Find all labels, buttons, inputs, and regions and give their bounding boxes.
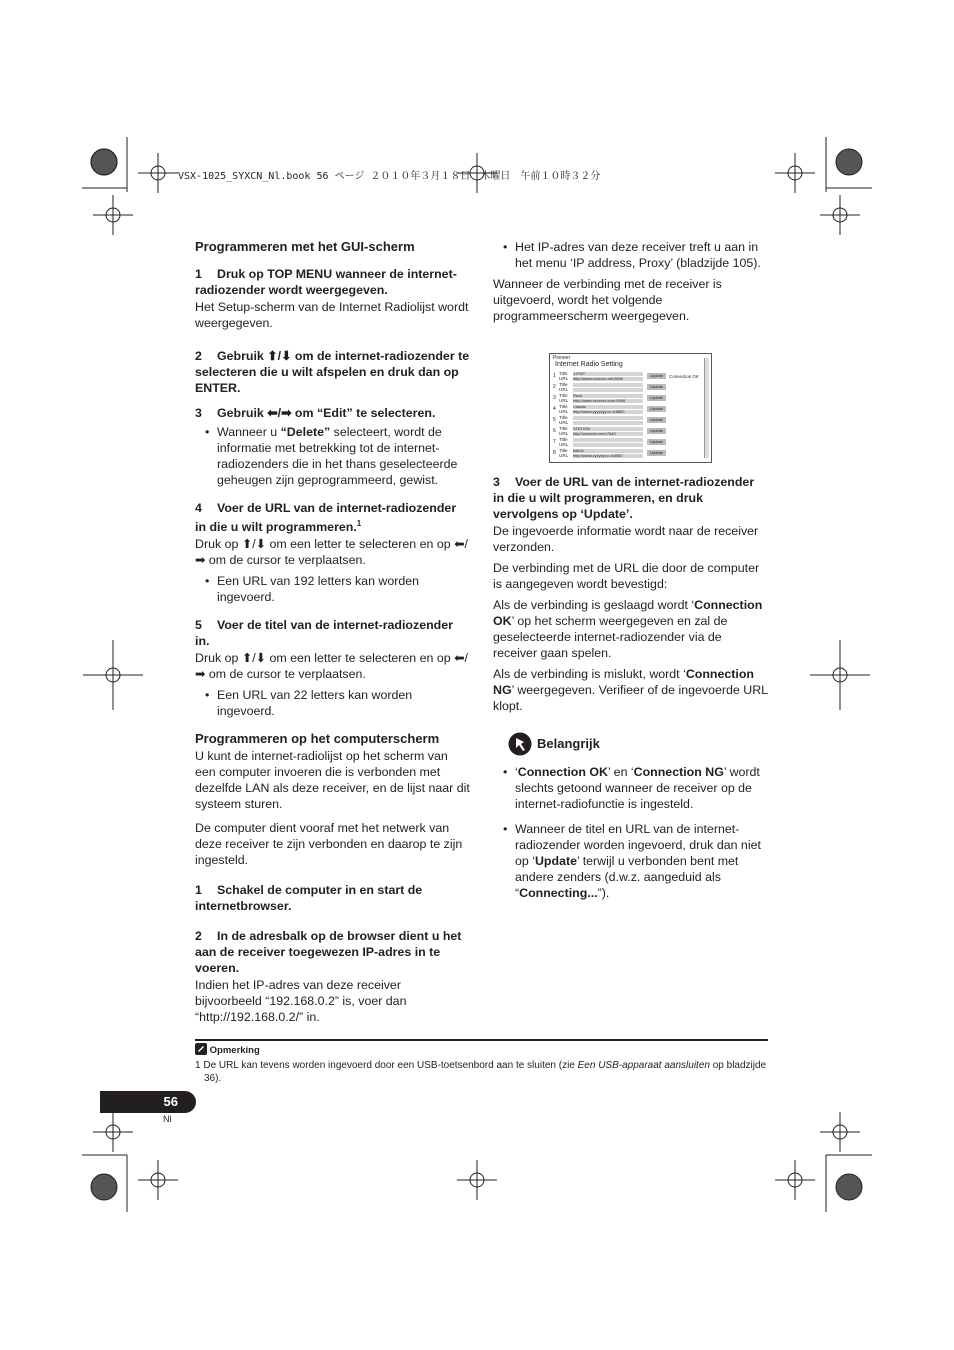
title-label: Title	[559, 371, 568, 376]
right-column-top	[493, 239, 768, 329]
station-row	[553, 448, 703, 459]
page-number: 56	[163, 1094, 178, 1109]
note-heading: Opmerking	[195, 1043, 768, 1057]
url-field[interactable]: http://www.xxxxxxx.net:8000	[573, 377, 643, 381]
title-field[interactable]: STATION	[573, 427, 643, 431]
row-number: 7	[553, 439, 556, 445]
url-field[interactable]: http://www.xxxxxxx.com:8096	[573, 399, 643, 403]
station-row	[553, 382, 703, 393]
section-heading-gui: Programmeren met het GUI-scherm	[195, 239, 415, 254]
right-column-bottom	[493, 474, 768, 906]
note-block	[195, 1043, 768, 1085]
url-field[interactable]	[573, 388, 643, 392]
title-field[interactable]: Rock	[573, 394, 643, 398]
station-row	[553, 415, 703, 426]
connection-status: Connection OK	[669, 374, 699, 379]
title-label: Title	[559, 382, 568, 387]
note-text: 1 De URL kan tevens worden ingevoerd door een USB-toetsenbord aan te sluiten (zie Een USB-apparaat aansluiten op bladzijde 36).	[195, 1060, 767, 1084]
url-label: URL	[559, 398, 569, 403]
update-button[interactable]: Update	[647, 450, 666, 456]
station-row	[553, 393, 703, 404]
right-step-3-p2: De verbinding met de URL die door de computer is aangegeven wordt bevestigd:	[493, 561, 760, 591]
pc-paragraph-2: De computer dient vooraf met het netwerk van deze receiver te zijn verbonden en daarop te zijn ingesteld.	[195, 821, 463, 868]
update-button[interactable]: Update	[647, 439, 666, 445]
file-header: VSX-1025_SYXCN_Nl.book 56 ページ ２０１０年３月１８日 木曜日 午前１０時３２分	[178, 171, 601, 182]
step-1: 1 Druk op TOP MENU wanneer de internet-radiozender wordt weergegeven.	[195, 267, 457, 297]
title-label: Title	[559, 448, 568, 453]
section-heading-pc: Programmeren op het computerscherm	[195, 731, 440, 747]
step-5-bullet: • Een URL van 22 letters kan worden ingevoerd.	[195, 687, 470, 719]
step-4-body: Druk op ⬆/⬇ om een letter te selecteren en op ⬅/➡ om de cursor te verplaatsen.	[195, 537, 468, 568]
row-number: 2	[553, 384, 556, 390]
right-step-3-p3: Als de verbinding is geslaagd wordt ‘Connection OK’ op het scherm weergegeven en zal de geselecteerde internet-radiozender via de receiver gaan spelen.	[493, 598, 763, 660]
url-field[interactable]: http://zzzzzzz.com:7640	[573, 432, 643, 436]
scrollbar[interactable]	[704, 358, 709, 458]
update-button[interactable]: Update	[647, 428, 666, 434]
right-step-3-p1: De ingevoerde informatie wordt naar de receiver verzonden.	[493, 524, 759, 554]
url-label: URL	[559, 431, 569, 436]
url-field[interactable]	[573, 443, 643, 447]
important-bullet-1: • ‘Connection OK’ en ‘Connection NG’ wordt slechts getoond wanneer de receiver op de internet-radiofunctie is ingesteld.	[493, 764, 768, 812]
step-5-body: Druk op ⬆/⬇ om een letter te selecteren en op ⬅/➡ om de cursor te verplaatsen.	[195, 651, 468, 682]
step-4-bullet: • Een URL van 192 letters kan worden ingevoerd.	[195, 573, 470, 605]
update-button[interactable]: Update	[647, 384, 666, 390]
step-3: 3 Gebruik ⬅/➡ om “Edit” te selecteren.	[195, 406, 436, 420]
left-column	[195, 239, 470, 1030]
important-icon	[508, 732, 532, 756]
url-field[interactable]: http://www.yyyyyyy.co.il:8800	[573, 410, 643, 414]
row-number: 1	[553, 373, 556, 379]
step-3-bullet: • Wanneer u “Delete” selecteert, wordt de informatie met betrekking tot de internet-radiozenders die in het thans geselecteerde geheugen zijn geprogrammeerd, gewist.	[195, 424, 470, 488]
important-bullet-2: • Wanneer de titel en URL van de internet-radiozender worden ingevoerd, druk dan niet op ‘Update’ terwijl u verbonden bent met andere zenders (d.w.z. aangeduid als “Connecting...”).	[493, 821, 768, 901]
page-language: Nl	[163, 1114, 172, 1124]
important-heading: Belangrijk	[493, 732, 768, 758]
ip-bullet: • Het IP-adres van deze receiver treft u aan in het menu ‘IP address, Proxy’ (bladzijde 105).	[493, 239, 768, 271]
row-number: 4	[553, 406, 556, 412]
pc-step-1: 1 Schakel de computer in en start de internetbrowser.	[195, 883, 423, 914]
update-button[interactable]: Update	[647, 406, 666, 412]
pc-paragraph-1: U kunt de internet-radiolijst op het scherm van een computer invoeren die is verbonden met dezelfde LAN als deze receiver, en de lijst naar dit systeem sturen.	[195, 749, 470, 812]
footnote-ref: 1	[356, 519, 362, 528]
title-label: Title	[559, 426, 568, 431]
screen-title: Internet Radio Setting	[555, 361, 623, 368]
url-field[interactable]: http://www.zyzyzy.co.il:8000	[573, 454, 643, 458]
step-1-body: Het Setup-scherm van de Internet Radiolijst wordt weergegeven.	[195, 300, 469, 330]
url-field[interactable]	[573, 421, 643, 425]
note-icon	[195, 1043, 207, 1055]
connection-paragraph: Wanneer de verbinding met de receiver is uitgevoerd, wordt het volgende programmeerscherm weergegeven.	[493, 277, 722, 323]
url-label: URL	[559, 387, 569, 392]
note-divider	[195, 1039, 768, 1041]
station-row	[553, 404, 703, 415]
title-field[interactable]: J-POP	[573, 372, 643, 376]
page-number-badge	[100, 1091, 196, 1113]
station-row	[553, 437, 703, 448]
station-row	[553, 426, 703, 437]
step-4: 4 Voer de URL van de internet-radiozender in die u wilt programmeren.$^1$	[195, 501, 457, 535]
brand-label: Pioneer	[553, 355, 571, 361]
update-button[interactable]: Update	[647, 373, 666, 379]
step-2: 2 Gebruik ⬆/⬇ om de internet-radiozender te selecteren die u wilt afspelen en druk dan op ENTER.	[195, 349, 470, 395]
pc-step-2: 2 In de adresbalk op de browser dient u het aan de receiver toegewezen IP-adres in te voeren.	[195, 929, 462, 976]
title-label: Title	[559, 393, 568, 398]
url-label: URL	[559, 442, 569, 447]
title-field[interactable]	[573, 383, 643, 387]
title-label: Title	[559, 437, 568, 442]
internet-radio-setting-screen	[549, 353, 712, 463]
url-label: URL	[559, 409, 569, 414]
title-field[interactable]: BAKA	[573, 449, 643, 453]
row-number: 3	[553, 395, 556, 401]
update-button[interactable]: Update	[647, 395, 666, 401]
row-number: 5	[553, 417, 556, 423]
station-row	[553, 371, 703, 382]
step-5: 5 Voer de titel van de internet-radiozender in.	[195, 618, 453, 649]
title-field[interactable]	[573, 416, 643, 420]
update-button[interactable]: Update	[647, 417, 666, 423]
title-label: Title	[559, 404, 568, 409]
row-number: 8	[553, 450, 556, 456]
right-step-3: 3 Voer de URL van de internet-radiozender in die u wilt programmeren, en druk vervolgens op ‘Update’.	[493, 475, 755, 521]
right-step-3-p4: Als de verbinding is mislukt, wordt ‘Connection NG’ weergegeven. Verifieer of de ingevoerde URL klopt.	[493, 667, 768, 713]
title-field[interactable]	[573, 438, 643, 442]
url-label: URL	[559, 453, 569, 458]
url-label: URL	[559, 376, 569, 381]
pc-step-2-body: Indien het IP-adres van deze receiver bijvoorbeeld “192.168.0.2” is, voer dan “http://192.168.0.2/” in.	[195, 978, 407, 1025]
title-label: Title	[559, 415, 568, 420]
row-number: 6	[553, 428, 556, 434]
title-field[interactable]: Classic	[573, 405, 643, 409]
url-label: URL	[559, 420, 569, 425]
